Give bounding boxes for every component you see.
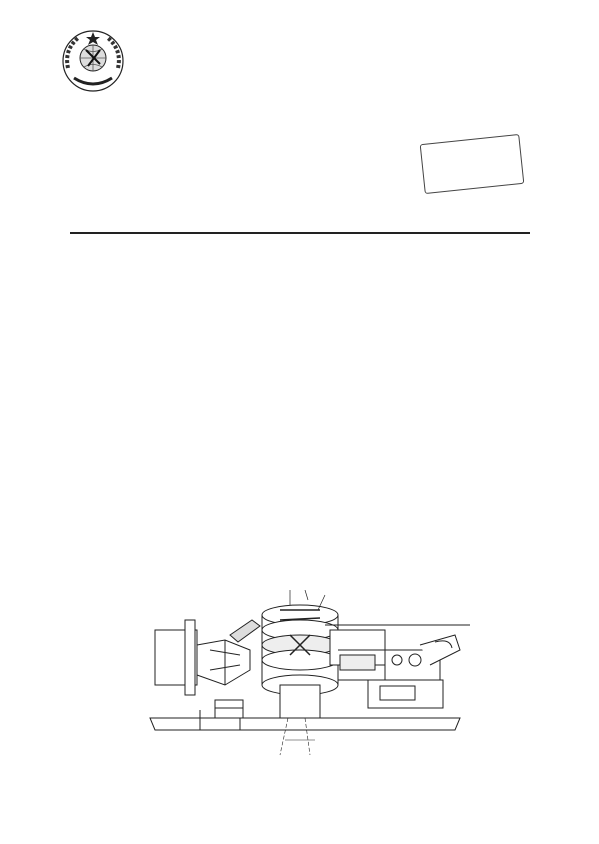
stamp-line-3 xyxy=(426,138,514,147)
stamp-line-1 xyxy=(426,138,514,147)
divider xyxy=(70,232,530,234)
side-patent-number xyxy=(545,430,575,700)
stamp-line-2 xyxy=(426,138,514,147)
technical-drawing xyxy=(140,590,470,770)
ussr-emblem-icon xyxy=(60,28,126,94)
library-stamp xyxy=(420,134,525,194)
